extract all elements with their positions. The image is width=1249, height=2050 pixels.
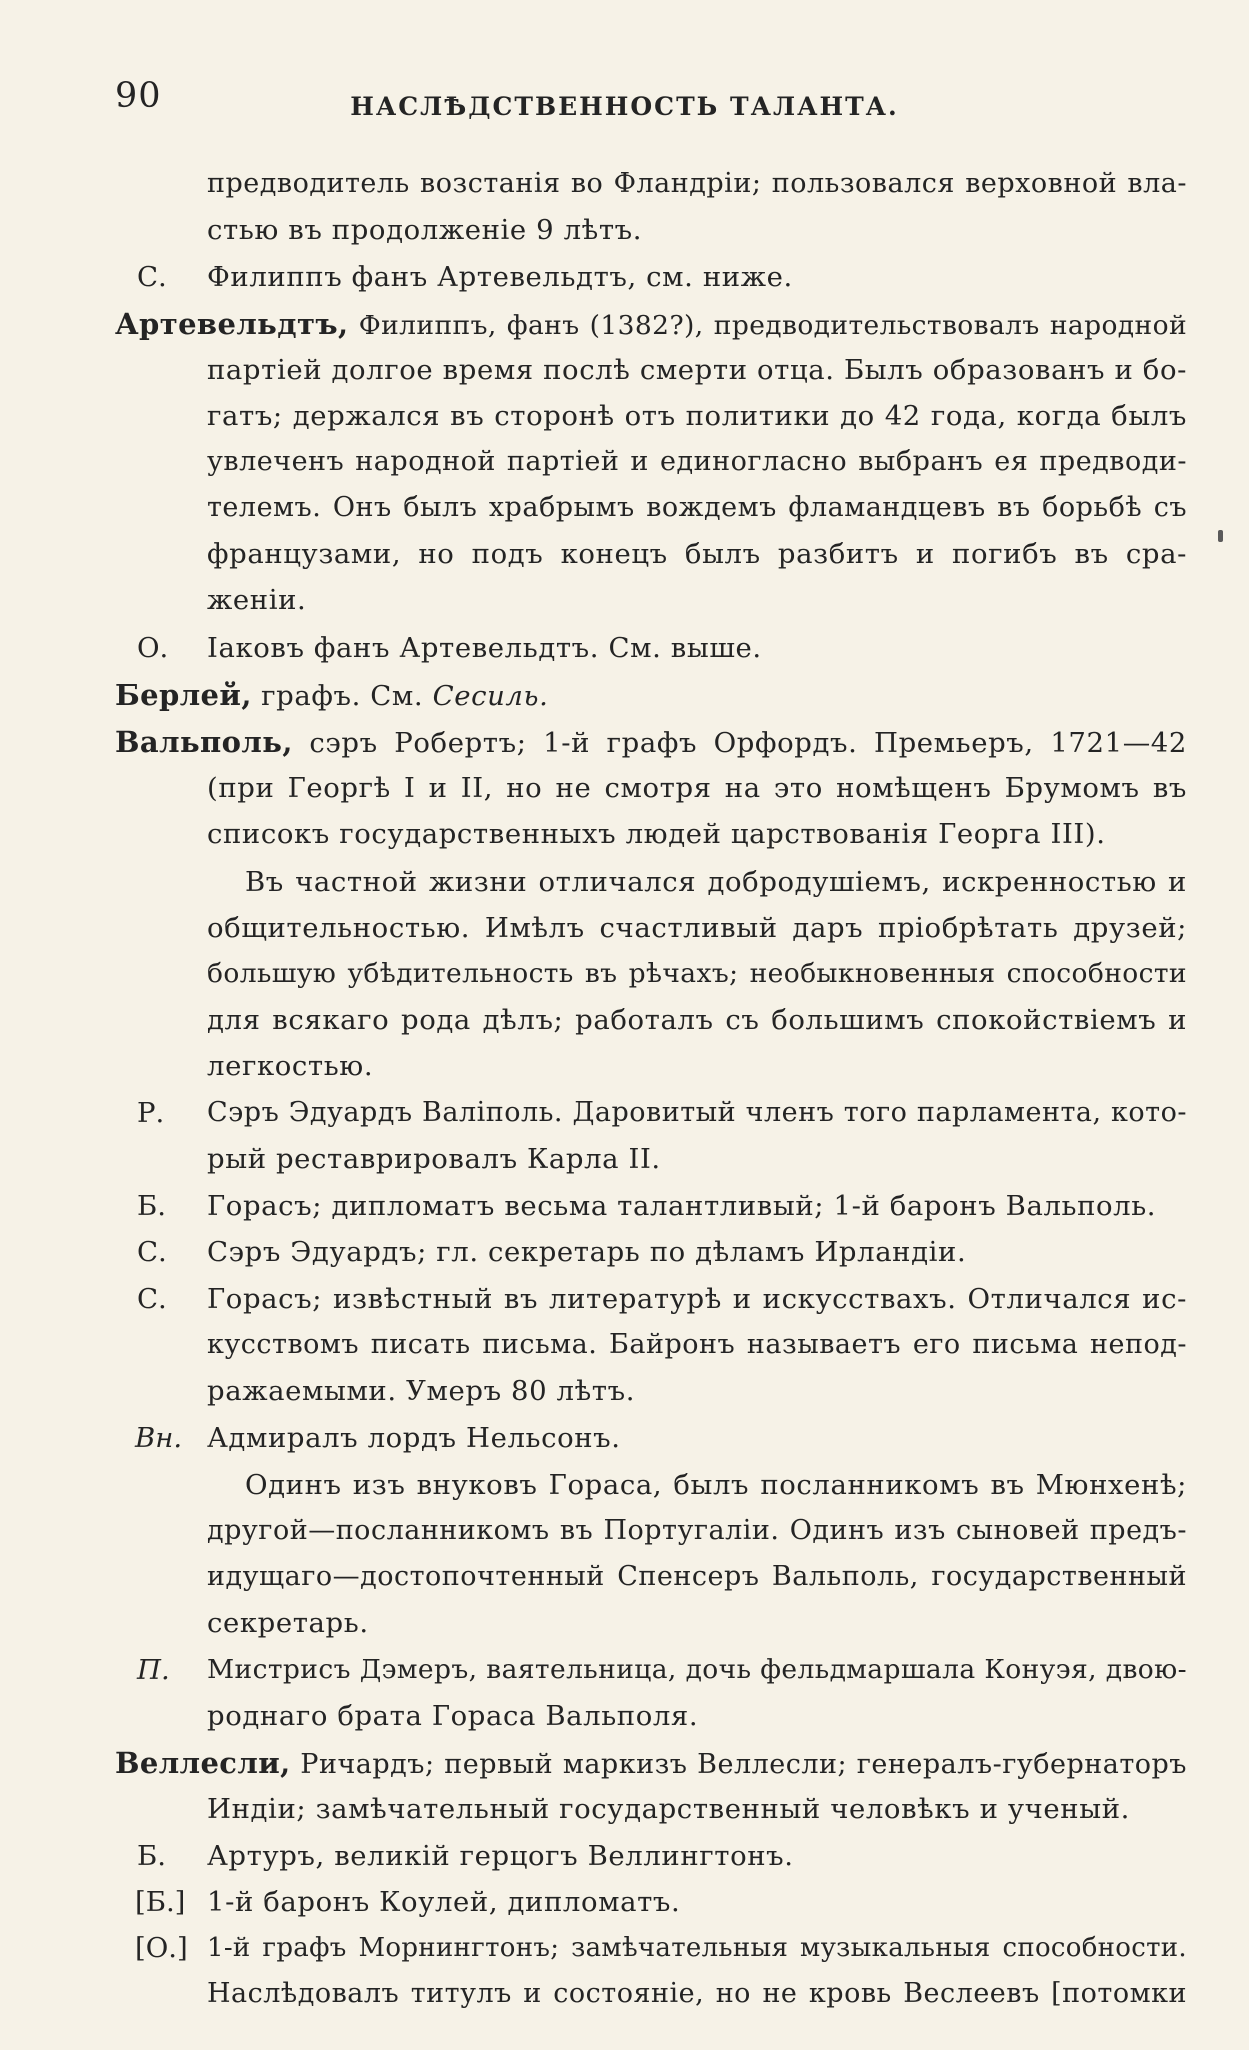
- line-text: Сэръ Эдуардъ; гл. секретарь по дѣламъ Ирландіи.: [207, 1236, 967, 1268]
- line-text: Сэръ Эдуардъ Валіполь. Даровитый членъ того парламента, кото-: [207, 1097, 1187, 1128]
- text-line: [115, 722, 1187, 763]
- line-text: сэръ Робертъ; 1-й графъ Орфордъ. Премьеръ, 1721—42: [309, 727, 1187, 759]
- line-text: предводитель возстанія во Фландріи; пользовался верховной вла-: [207, 168, 1187, 199]
- text-line: [245, 862, 1187, 902]
- line-text: гатъ; держался въ сторонѣ отъ политики до 42 года, когда былъ: [207, 400, 1187, 432]
- text-line: [207, 442, 1187, 482]
- line-text: телемъ. Онъ былъ храбрымъ вождемъ фламандцевъ въ борьбѣ съ: [207, 492, 1187, 523]
- text-line: [207, 1418, 621, 1458]
- text-line: [245, 1465, 1187, 1505]
- line-text: Филиппъ фанъ Артевельдтъ, см. ниже.: [207, 261, 793, 293]
- text-line: [207, 814, 1106, 854]
- line-text: Адмиралъ лордъ Нельсонъ.: [207, 1422, 621, 1454]
- line-text: 1-й графъ Морнингтонъ; замѣчательныя музыкальныя способности.: [207, 1933, 1187, 1963]
- text-line: [207, 534, 1187, 574]
- entry-marker: Р.: [137, 1097, 165, 1129]
- line-text: другой—посланникомъ въ Португаліи. Одинъ изъ сыновей предъ-: [207, 1515, 1187, 1546]
- text-line: [207, 1371, 635, 1411]
- cross-reference: Сесиль.: [432, 680, 549, 712]
- line-text: Мистрисъ Дэмеръ, ваятельница, дочь фельдмаршала Конуэя, двою-: [207, 1654, 1187, 1685]
- entry-marker: С.: [137, 1236, 167, 1268]
- text-line: [207, 1325, 1187, 1365]
- text-line: [207, 1650, 1187, 1690]
- page-number: 90: [115, 76, 162, 116]
- text-line: [207, 1836, 794, 1876]
- text-line: [207, 1603, 369, 1643]
- line-text: идущаго—достопочтенный Спенсеръ Вальполь, государственный: [207, 1561, 1187, 1592]
- line-text: Іаковъ фанъ Артевельдтъ. См. выше.: [207, 632, 762, 664]
- line-text: роднаго брата Гораса Вальполя.: [207, 1700, 699, 1732]
- line-text: Наслѣдовалъ титулъ и состояніе, но не кровь Веслеевъ [потомки: [207, 1978, 1187, 2009]
- text-line: [207, 257, 793, 297]
- text-line: [207, 1000, 1187, 1040]
- text-line: [207, 1093, 1187, 1133]
- line-text: Артуръ, великій герцогъ Веллингтонъ.: [207, 1840, 794, 1872]
- entry-marker: О.: [137, 632, 169, 664]
- line-text: списокъ государственныхъ людей царствованія Георга III).: [207, 818, 1106, 850]
- text-line: [115, 675, 548, 716]
- line-text: легкостью.: [207, 1050, 374, 1082]
- ink-speck: [1218, 530, 1223, 542]
- line-text: рый реставрировалъ Карла II.: [207, 1143, 661, 1175]
- text-line: [207, 1789, 1130, 1829]
- line-text: Ричардъ; первый маркизъ Веллесли; генералъ-губернаторъ: [300, 1749, 1187, 1780]
- line-text: партіей долгое время послѣ смерти отца. Былъ образованъ и бо-: [207, 354, 1187, 386]
- text-line: [207, 1279, 1187, 1319]
- line-text: большую убѣдительность въ рѣчахъ; необыкновенныя способности: [207, 958, 1187, 989]
- line-text: (при Георгѣ I и II, но не смотря на это номѣщенъ Брумомъ въ: [207, 772, 1187, 804]
- line-text: Филиппъ, фанъ (1382?), предводительствовалъ народной: [358, 310, 1188, 341]
- line-text: секретарь.: [207, 1607, 369, 1639]
- line-text: кусствомъ писать письма. Байронъ называетъ его письма непод-: [207, 1329, 1187, 1360]
- text-line: [207, 628, 762, 668]
- entry-headword: Веллесли,: [115, 1746, 291, 1780]
- line-text: увлеченъ народной партіей и единогласно выбранъ ея предводи-: [207, 446, 1187, 477]
- line-text: Въ частной жизни отличался добродушіемъ, искренностью и: [245, 866, 1187, 898]
- entry-marker: [О.]: [135, 1932, 188, 1964]
- text-line: [207, 908, 1187, 948]
- entry-marker: Б.: [137, 1840, 166, 1872]
- line-text: общительностью. Имѣлъ счастливый даръ пріобрѣтать друзей;: [207, 912, 1187, 944]
- entry-headword: Артевельдтъ,: [115, 307, 349, 341]
- line-text: Горасъ; извѣстный въ литературѣ и искусствахъ. Отличался ис-: [207, 1283, 1187, 1315]
- entry-headword: Берлей,: [115, 678, 252, 712]
- text-line: [207, 1232, 966, 1272]
- line-text: женіи.: [207, 584, 307, 616]
- text-line: [207, 350, 1187, 390]
- entry-marker: [Б.]: [135, 1886, 186, 1918]
- entry-marker: П.: [137, 1654, 170, 1686]
- text-line: [207, 1046, 373, 1086]
- line-text: Одинъ изъ внуковъ Гораса, былъ посланникомъ въ Мюнхенѣ;: [245, 1469, 1187, 1501]
- text-line: [207, 1928, 1187, 1968]
- entry-marker: С.: [137, 261, 167, 293]
- text-line: [207, 1696, 698, 1736]
- line-text: стью въ продолженіе 9 лѣтъ.: [207, 214, 643, 246]
- text-line: [207, 1139, 661, 1179]
- text-line: [207, 1882, 680, 1922]
- line-text: французами, но подъ конецъ былъ разбитъ и погибъ въ сра-: [207, 538, 1187, 570]
- text-line: [207, 580, 306, 620]
- entry-marker: Б.: [137, 1190, 166, 1222]
- text-line: [207, 488, 1187, 528]
- entry-headword: Вальполь,: [115, 725, 293, 759]
- text-line: [207, 768, 1187, 808]
- text-line: [207, 210, 642, 250]
- entry-marker: С.: [137, 1283, 167, 1315]
- text-line: [207, 1186, 1156, 1226]
- entry-marker: Вн.: [135, 1422, 183, 1454]
- text-line: [207, 1974, 1187, 2014]
- text-line: [207, 1511, 1187, 1551]
- line-text: ражаемыми. Умеръ 80 лѣтъ.: [207, 1375, 636, 1407]
- text-line: [115, 304, 1187, 346]
- line-text: графъ. См.: [261, 680, 424, 712]
- text-line: [207, 396, 1187, 436]
- line-text: Горасъ; дипломатъ весьма талантливый; 1-й баронъ Вальполь.: [207, 1190, 1157, 1222]
- text-line: [115, 1743, 1187, 1785]
- line-text: для всякаго рода дѣлъ; работалъ съ большимъ спокойствіемъ и: [207, 1004, 1187, 1036]
- text-line: [207, 1557, 1187, 1597]
- line-text: 1-й баронъ Коулей, дипломатъ.: [207, 1886, 681, 1918]
- running-title: НАСЛѢДСТВЕННОСТЬ ТАЛАНТА.: [350, 92, 899, 121]
- text-line: [207, 954, 1187, 994]
- line-text: Индіи; замѣчательный государственный человѣкъ и ученый.: [207, 1793, 1130, 1825]
- text-line: [207, 164, 1187, 204]
